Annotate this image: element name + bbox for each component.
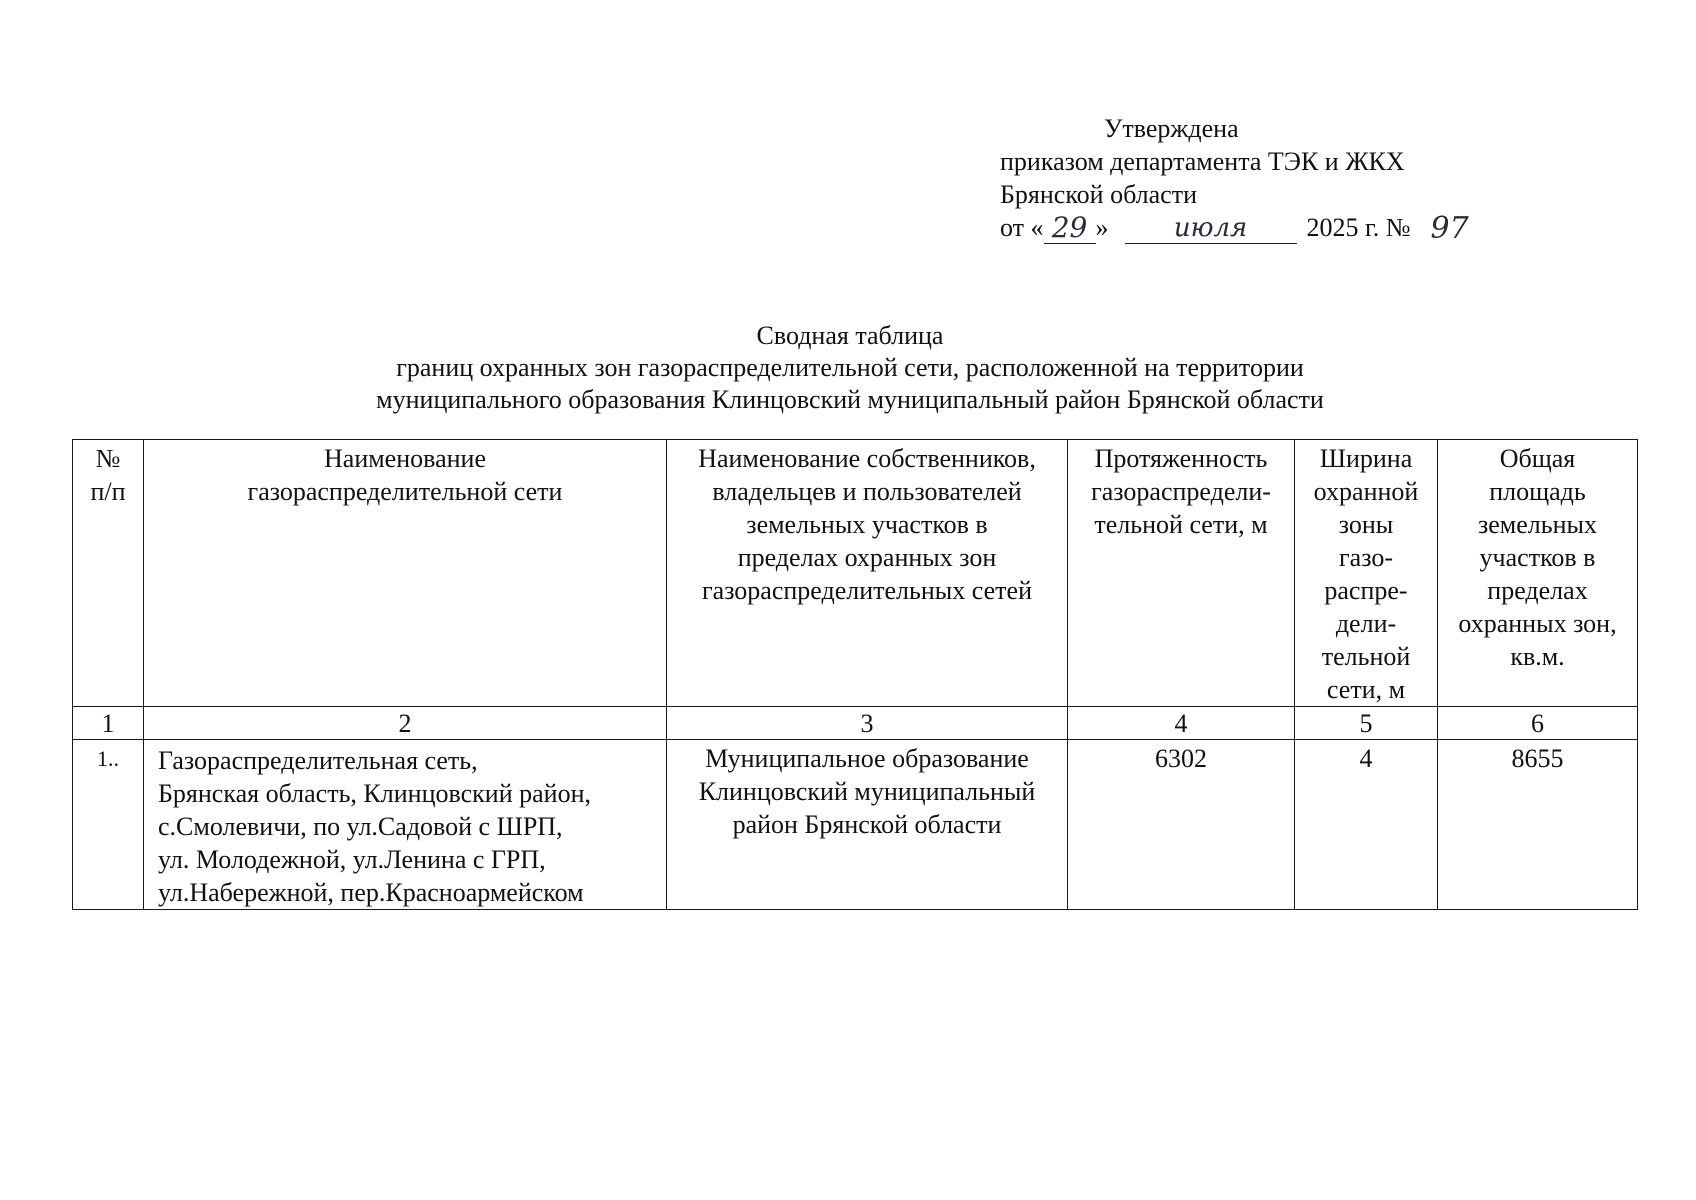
owner-cell: Муниципальное образование Клинцовский муниципальный район Брянской области <box>667 740 1068 910</box>
document-title <box>260 320 1440 416</box>
column-number-cell: 3 <box>667 707 1068 740</box>
column-number-cell: 5 <box>1295 707 1438 740</box>
header-cell-zone-width: Ширина охранной зоны газо- распре- дели- тельной сети, м <box>1295 440 1438 707</box>
column-number-row <box>73 707 1638 740</box>
header-cell-length: Протяженность газораспредели- тельной сети, м <box>1068 440 1295 707</box>
summary-table <box>72 439 1638 910</box>
column-number-cell: 6 <box>1438 707 1638 740</box>
network-name-cell: Газораспределительная сеть, Брянская область, Клинцовский район, с.Смолевичи, по ул.Садовой с ШРП, ул. Молодежной, ул.Ленина с ГРП, ул.Набережной, пер.Красноармейском <box>144 740 667 910</box>
header-cell-number: № п/п <box>73 440 144 707</box>
length-cell: 6302 <box>1068 740 1295 910</box>
column-number-cell: 2 <box>144 707 667 740</box>
total-area-cell: 8655 <box>1438 740 1638 910</box>
handwritten-day: 29 <box>1044 213 1096 244</box>
header-cell-total-area: Общая площадь земельных участков в пределах охранных зон, кв.м. <box>1438 440 1638 707</box>
date-year-label: 2025 г. № <box>1306 213 1411 242</box>
title-line-1: Сводная таблица <box>756 321 944 350</box>
approval-date-line <box>1000 211 1560 244</box>
approval-line-region: Брянской области <box>1000 180 1197 209</box>
table-row <box>73 740 1638 910</box>
handwritten-month: июля <box>1125 213 1297 244</box>
zone-width-cell: 4 <box>1295 740 1438 910</box>
table-header-row <box>73 440 1638 707</box>
date-quote-close: » <box>1095 213 1109 242</box>
row-number-cell: 1.. <box>73 740 144 910</box>
approval-line-order: приказом департамента ТЭК и ЖКХ <box>1000 147 1405 176</box>
handwritten-order-number: 97 <box>1430 211 1469 246</box>
header-cell-network-name: Наименование газораспределительной сети <box>144 440 667 707</box>
column-number-cell: 1 <box>73 707 144 740</box>
date-prefix: от « <box>1000 213 1044 242</box>
header-cell-owners: Наименование собственников, владельцев и пользователей земельных участков в пределах охранных зон газораспределительных сетей <box>667 440 1068 707</box>
approval-line-approved: Утверждена <box>1104 114 1239 143</box>
title-line-3: муниципального образования Клинцовский муниципальный район Брянской области <box>376 385 1324 414</box>
title-line-2: границ охранных зон газораспределительной сети, расположенной на территории <box>396 353 1304 382</box>
approval-stamp-block <box>1000 112 1560 244</box>
column-number-cell: 4 <box>1068 707 1295 740</box>
